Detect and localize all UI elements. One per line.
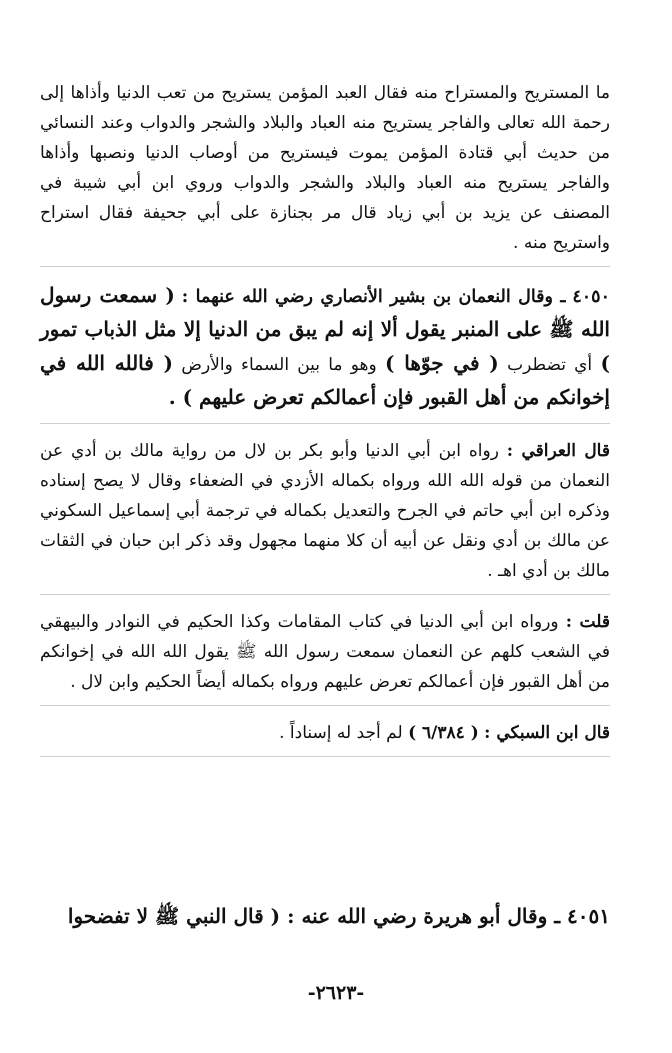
separator (40, 705, 610, 706)
commentary-text: رواه ابن أبي الدنيا وأبو بكر بن لال من رواية مالك بن أدي عن النعمان من قوله الله الله ورواه بكماله الأزدي في الضعفاء وقال لا يصح إسناده وذكره ابن أبي حاتم في الجرح والتعديل بكماله في ترجمة أبي إسماعيل السكوني عن مالك بن أدي ونقل عن أبيه أن كلا منهما مجهول وقد ذكر ابن حبان في الثقات مالك بن أدي اهـ . (40, 441, 610, 581)
page-number: -٢٦٢٣- (307, 982, 365, 1004)
hadith-narrator: ـ وقال النعمان بن بشير الأنصاري رضي الله عنهما : (181, 287, 566, 307)
iraqi-commentary (40, 436, 610, 586)
page-body (40, 78, 610, 757)
commentary-label: قال العراقي : (506, 441, 610, 461)
separator (40, 266, 610, 267)
volume-page-reference: ( ٦/٣٨٤ ) (408, 723, 479, 743)
hadith-quote: ( سمعت رسول الله ﷺ على المنبر يقول ألا إنه لم يبق من الدنيا إلا مثل الذباب تمور ) (40, 283, 610, 375)
hadith-4051 (40, 900, 610, 932)
hadith-quote: ( في جوّها ) (385, 351, 499, 375)
hadith-number: ٤٠٥١ (567, 904, 610, 928)
commentary-text: لم أجد له إسناداً . (279, 723, 403, 743)
hadith-narrator: ـ وقال أبو هريرة رضي الله عنه : (287, 904, 561, 928)
subki-commentary (40, 718, 610, 748)
hadith-quote: ( قال النبي ﷺ لا تفضحوا (67, 904, 281, 928)
qultu-commentary (40, 607, 610, 697)
separator (40, 756, 610, 757)
hadith-gloss: أي تضطرب (507, 355, 593, 375)
intro-paragraph: ما المستريح والمستراح منه فقال العبد المؤمن يستريح من تعب الدنيا وأذاها إلى رحمة الله تعالى والفاجر يستريح منه العباد والبلاد والشجر والدواب وعند النسائي من حديث أبي قتادة المؤمن يموت فيستريح من أوصاب الدنيا ونصبها وأذاها والفاجر يستريح منه العباد والبلاد والشجر والدواب وروي ابن أبي شيبة في المصنف عن يزيد بن أبي زياد قال مر بجنازة على أبي جحيفة فقال استراح واستريح منه . (40, 83, 610, 253)
commentary-label: قال ابن السبكي : (484, 723, 610, 743)
hadith-quote: ( فالله الله في إخوانكم من أهل القبور فإن أعمالكم تعرض عليهم ) . (40, 351, 610, 409)
commentary-label: قلت : (565, 612, 611, 632)
hadith-gloss: وهو ما بين السماء والأرض (181, 355, 377, 375)
separator (40, 594, 610, 595)
hadith-4050 (40, 279, 610, 415)
commentary-text: ورواه ابن أبي الدنيا في كتاب المقامات وكذا الحكيم في النوادر والبيهقي في الشعب كلهم عن النعمان سمعت رسول الله ﷺ يقول الله الله في إخوانكم من أهل القبور فإن أعمالكم تعرض عليهم ورواه بكماله أيضاً الحكيم وابن لال . (40, 612, 610, 692)
separator (40, 423, 610, 424)
hadith-number: ٤٠٥٠ (572, 287, 610, 307)
